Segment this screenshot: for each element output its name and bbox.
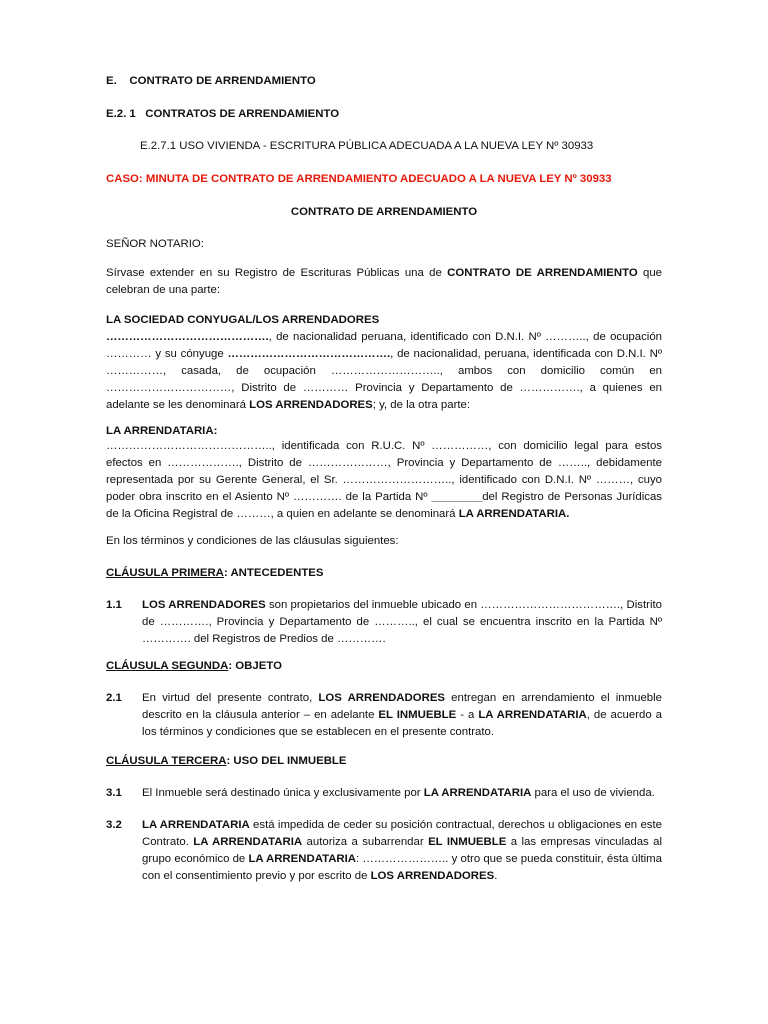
clause-3-2-number: 3.2 <box>106 819 122 831</box>
clause-1-1-number: 1.1 <box>106 599 122 611</box>
clause-3-1-text: El Inmueble será destinado única y exclusivamente por LA ARRENDATARIA para el uso de vivienda. <box>142 787 655 799</box>
clause-2-1-number: 2.1 <box>106 692 122 704</box>
clause-2-1-text: En virtud del presente contrato, LOS ARRENDADORES entregan en arrendamiento el inmueble descrito en la cláusula anterior – en adelante EL INMUEBLE - a LA ARRENDATARIA, de acuerdo a los términos y condiciones que se establecen en el presente contrato. <box>142 692 663 738</box>
intro-paragraph: Sírvase extender en su Registro de Escrituras Públicas una de CONTRATO DE ARRENDAMIENTO que celebran de una parte: <box>106 267 662 296</box>
clause-1-heading: CLÁUSULA PRIMERA: ANTECEDENTES <box>106 567 324 579</box>
clause-3-heading: CLÁUSULA TERCERA: USO DEL INMUEBLE <box>106 755 347 767</box>
arrendadores-paragraph: ……………………………………., de nacionalidad peruana, identificado con D.N.I. Nº ……….., de ocupación ………… y su cónyuge ……………………………………., de nacionalidad, peruana, identificada con D.N.I. Nº ……………, casada, de ocupación ……………………….., ambos con domicilio común en ……………………………, Distrito de ………… Provincia y Departamento de ……………., a quienes en adelante se les denominará LOS ARRENDADORES; y, de la otra parte: <box>106 331 663 411</box>
section-heading-e21: E.2. 1 CONTRATOS DE ARRENDAMIENTO <box>106 108 340 120</box>
clause-2-heading: CLÁUSULA SEGUNDA: OBJETO <box>106 660 282 672</box>
salutation: SEÑOR NOTARIO: <box>106 238 204 250</box>
arrendataria-paragraph: …………………………………….., identificada con R.U.C. Nº ……………, con domicilio legal para estos efectos en ………………., Distrito de …………………, Provincia y Departamento de …….., debidamente representada por su Gerente General, el Sr. ……………………….., identificado con D.N.I. Nº ………, cuyo poder obra inscrito en el Asiento Nº …………. de la Partida Nº ________del Registro de Personas Jurídicas de la Oficina Registral de ………, a quien en adelante se denominará LA ARRENDATARIA. <box>106 440 662 520</box>
case-title: CASO: MINUTA DE CONTRATO DE ARRENDAMIENTO ADECUADO A LA NUEVA LEY Nº 30933 <box>106 173 612 185</box>
arrendadores-heading: LA SOCIEDAD CONYUGAL/LOS ARRENDADORES <box>106 314 380 326</box>
clause-1-1-text: LOS ARRENDADORES son propietarios del inmueble ubicado en ………………………………., Distrito de …………., Provincia y Departamento de ……….., el cual se encuentra inscrito en la Partida Nº …………. del Registros de Predios de …………. <box>142 599 662 645</box>
document-title: CONTRATO DE ARRENDAMIENTO <box>290 206 478 218</box>
clause-3-1-number: 3.1 <box>106 787 122 799</box>
terms-intro: En los términos y condiciones de las cláusulas siguientes: <box>106 535 399 547</box>
arrendataria-heading: LA ARRENDATARIA: <box>106 425 218 437</box>
section-heading-e: E. CONTRATO DE ARRENDAMIENTO <box>106 75 316 87</box>
clause-3-2-text: LA ARRENDATARIA está impedida de ceder su posición contractual, derechos u obligaciones en este Contrato. LA ARRENDATARIA autoriza a subarrendar EL INMUEBLE a las empresas vinculadas al grupo económico de LA ARRENDATARIA: ………………….. y otro que se pueda constituir, ésta última con el consentimiento previo y por escrito de LOS ARRENDADORES. <box>142 819 663 882</box>
section-heading-e271: E.2.7.1 USO VIVIENDA - ESCRITURA PÚBLICA ADECUADA A LA NUEVA LEY Nº 30933 <box>140 140 594 152</box>
